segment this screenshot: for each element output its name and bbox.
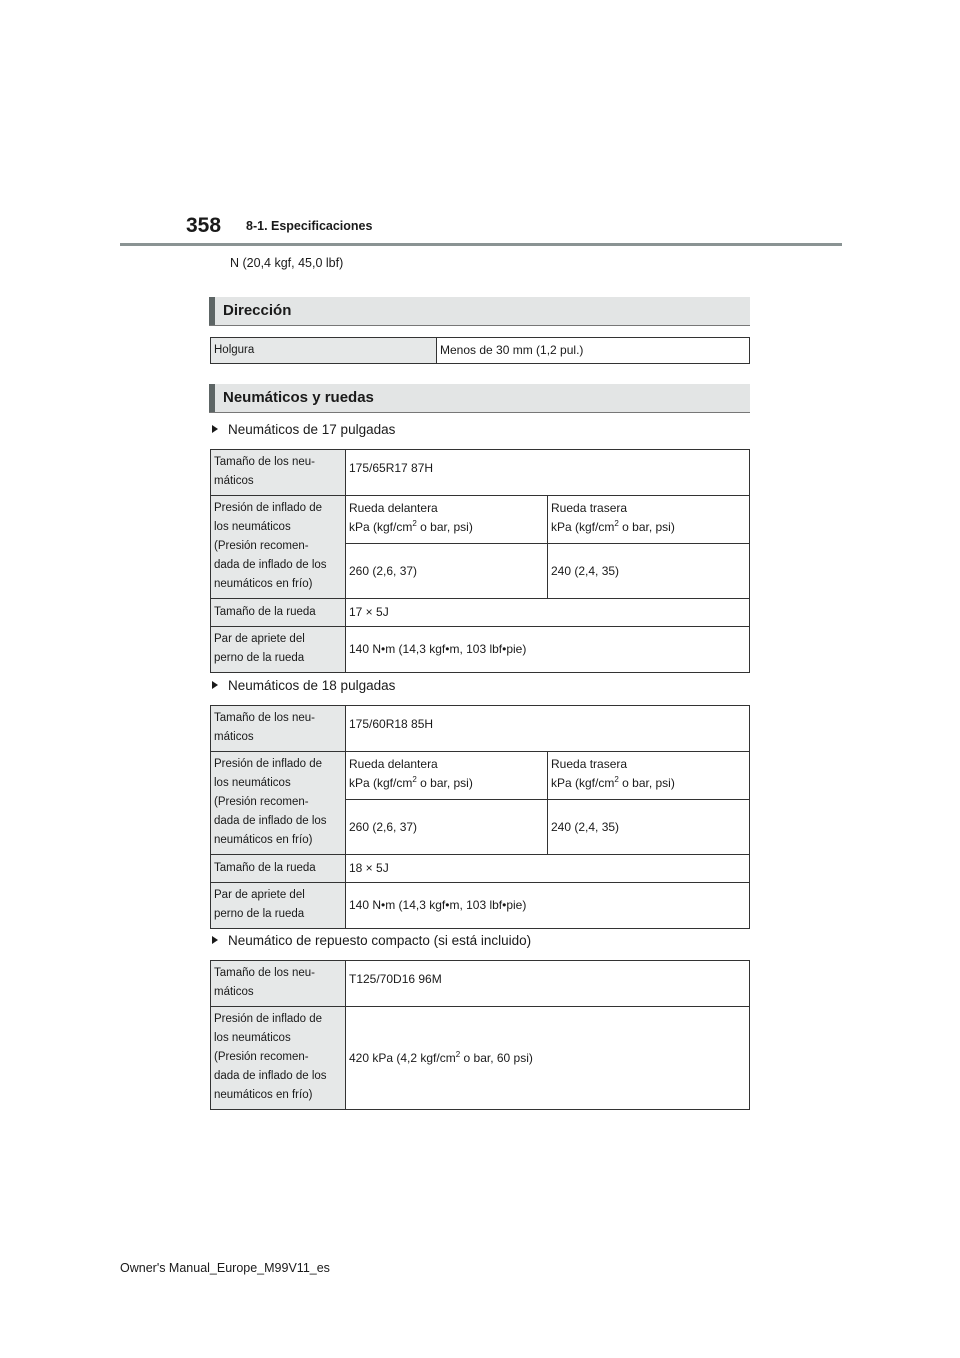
neumaticos-heading xyxy=(209,384,750,413)
triangle-bullet-icon xyxy=(212,936,218,944)
rear-pressure-value: 240 (2,4, 35) xyxy=(548,800,750,855)
front-unit: kPa ($kgf/cm^2$ o bar, psi) xyxy=(349,775,473,790)
direccion-heading xyxy=(209,297,750,326)
table-row xyxy=(211,496,750,544)
heading-marker xyxy=(209,384,215,412)
rear-unit: kPa ($kgf/cm^2$ o bar, psi) xyxy=(551,775,675,790)
front-unit: kPa ($kgf/cm^2$ o bar, psi) xyxy=(349,519,473,534)
wheel-size-value: 18 × 5J xyxy=(346,855,750,883)
table-row xyxy=(211,706,750,752)
bullet-spare-text: Neumático de repuesto compacto (si está incluido) xyxy=(228,933,532,948)
table-row xyxy=(211,450,750,496)
wheel-size-label: Tamaño de la rueda xyxy=(211,599,346,627)
table-row xyxy=(211,961,750,1007)
torque-label: Par de apriete del perno de la rueda xyxy=(211,627,346,673)
front-pressure-value: 260 (2,6, 37) xyxy=(346,544,548,599)
heading-marker xyxy=(209,297,215,325)
rear-header xyxy=(548,752,750,800)
front-title: Rueda delantera xyxy=(349,501,438,515)
rear-title: Rueda trasera xyxy=(551,757,628,771)
table-row xyxy=(211,752,750,800)
table-row xyxy=(211,627,750,673)
bullet-17 xyxy=(212,422,395,437)
torque-label: Par de apriete del perno de la rueda xyxy=(211,883,346,929)
section-title: 8-1. Especificaciones xyxy=(246,219,373,233)
rear-pressure-value: 240 (2,4, 35) xyxy=(548,544,750,599)
table-row xyxy=(211,883,750,929)
torque-value: 140 N•m (14,3 kgf•m, 103 lbf•pie) xyxy=(346,883,750,929)
neumaticos-title: Neumáticos y ruedas xyxy=(223,389,374,406)
spare-table xyxy=(210,960,750,1110)
direccion-table xyxy=(210,337,750,364)
front-header xyxy=(346,496,548,544)
table-row xyxy=(211,855,750,883)
tire-size-value: T125/70D16 96M xyxy=(346,961,750,1007)
table-row xyxy=(211,1007,750,1110)
bullet-18-text: Neumáticos de 18 pulgadas xyxy=(228,678,396,693)
rear-title: Rueda trasera xyxy=(551,501,628,515)
rear-header xyxy=(548,496,750,544)
pressure-label: Presión de inflado de los neumáticos (Presión recomen- dada de inflado de los neumáticos en frío) xyxy=(211,752,346,855)
torque-value: 140 N•m (14,3 kgf•m, 103 lbf•pie) xyxy=(346,627,750,673)
wheel-size-value: 17 × 5J xyxy=(346,599,750,627)
holgura-label: Holgura xyxy=(211,338,437,364)
bullet-17-text: Neumáticos de 17 pulgadas xyxy=(228,422,396,437)
table-row xyxy=(211,599,750,627)
tire-size-label: Tamaño de los neu- máticos xyxy=(211,706,346,752)
pressure-label: Presión de inflado de los neumáticos (Presión recomen- dada de inflado de los neumáticos en frío) xyxy=(211,1007,346,1110)
tire-size-label: Tamaño de los neu- máticos xyxy=(211,961,346,1007)
header-rule xyxy=(120,243,842,246)
direccion-title: Dirección xyxy=(223,302,292,319)
pressure-label: Presión de inflado de los neumáticos (Presión recomen- dada de inflado de los neumáticos en frío) xyxy=(211,496,346,599)
pressure-value: 420 kPa (4,2 kgf/$cm^2$ o bar, 60 psi) xyxy=(346,1007,750,1110)
front-header xyxy=(346,752,548,800)
triangle-bullet-icon xyxy=(212,681,218,689)
tire-size-value: 175/60R18 85H xyxy=(346,706,750,752)
tires-18-table xyxy=(210,705,750,929)
wheel-size-label: Tamaño de la rueda xyxy=(211,855,346,883)
rear-unit: kPa ($kgf/cm^2$ o bar, psi) xyxy=(551,519,675,534)
holgura-value: Menos de 30 mm (1,2 pul.) xyxy=(437,338,750,364)
bullet-spare xyxy=(212,933,531,948)
tire-size-label: Tamaño de los neu- máticos xyxy=(211,450,346,496)
bullet-18 xyxy=(212,678,395,693)
tires-17-table xyxy=(210,449,750,673)
triangle-bullet-icon xyxy=(212,425,218,433)
continued-text: N (20,4 kgf, 45,0 lbf) xyxy=(230,256,344,270)
footer-text: Owner's Manual_Europe_M99V11_es xyxy=(120,1261,330,1275)
page-number: 358 xyxy=(186,214,222,237)
tire-size-value: 175/65R17 87H xyxy=(346,450,750,496)
table-row xyxy=(211,338,750,364)
front-pressure-value: 260 (2,6, 37) xyxy=(346,800,548,855)
front-title: Rueda delantera xyxy=(349,757,438,771)
